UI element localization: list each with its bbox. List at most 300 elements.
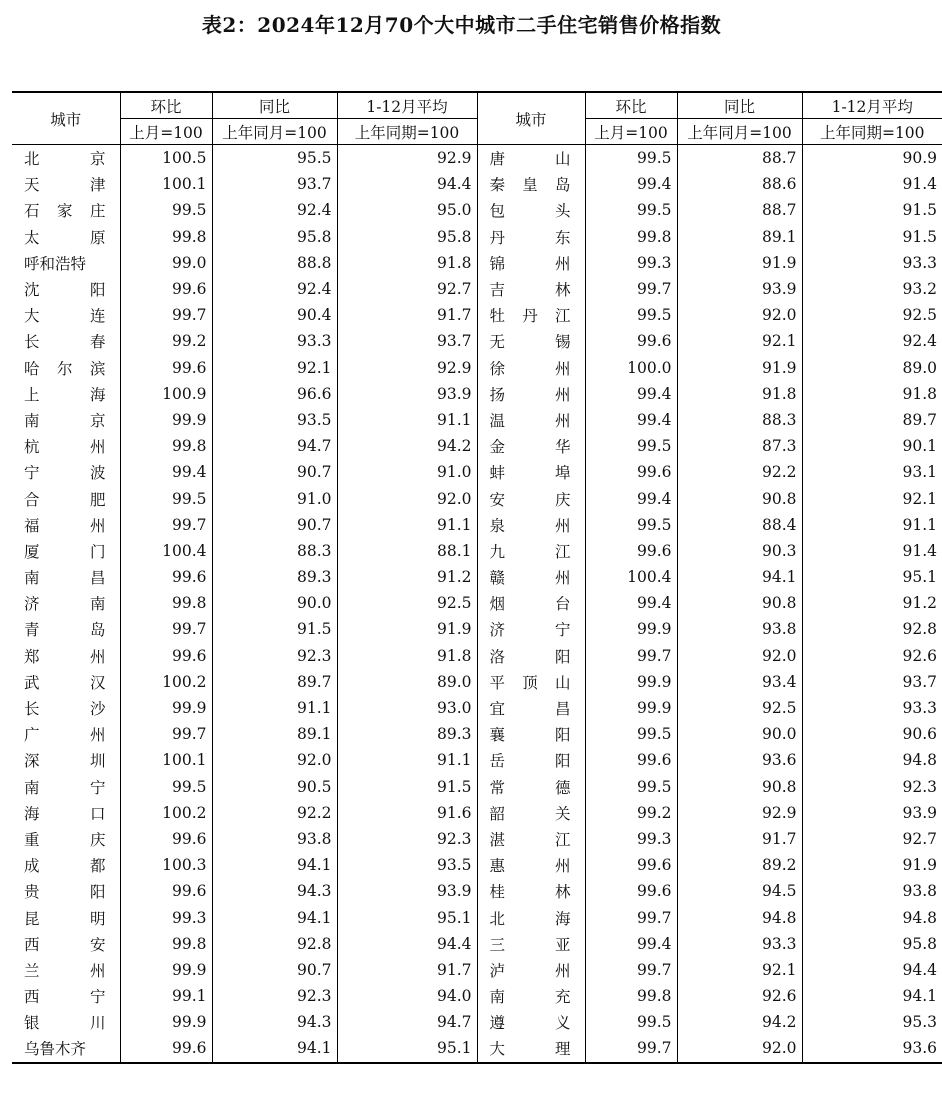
city-char: 洛 [489,647,506,666]
city-name [24,749,106,771]
mom-cell: 100.1 [120,171,212,197]
city-name [24,697,106,719]
table-row [12,512,942,538]
city-name [24,540,106,562]
mom-cell: 99.3 [585,250,677,276]
avg-cell: 91.1 [337,407,477,433]
table-row [12,721,942,747]
table-row [12,852,942,878]
city-char: 台 [554,595,571,614]
yoy-cell: 93.5 [212,407,337,433]
city-char: 京 [89,150,106,169]
city-char: 韶 [489,804,506,823]
city-cell [12,145,120,172]
avg-cell: 94.2 [337,433,477,459]
city-char: 大 [24,307,40,326]
yoy-cell: 92.1 [677,957,802,983]
city-cell [477,538,585,564]
mom-cell: 99.7 [585,1035,677,1062]
city-cell [477,328,585,354]
table-title: 表2：2024年12月70个大中城市二手住宅销售价格指数 [201,13,722,37]
city-cell [12,171,120,197]
city-char: 阳 [89,281,106,300]
city-cell [12,774,120,800]
avg-cell: 93.3 [902,699,937,718]
yoy-base-right: 上年同月=100 [677,119,802,145]
city-char: 波 [89,464,106,483]
city-name [490,435,571,457]
avg-cell: 95.0 [337,197,477,223]
avg-cell: 91.5 [902,201,937,220]
city-char: 州 [89,438,106,457]
avg-cell: 91.8 [337,643,477,669]
yoy-cell: 92.1 [212,355,337,381]
table-row [12,538,942,564]
city-cell [477,931,585,957]
yoy-cell: 94.3 [212,1009,337,1035]
city-name [24,514,106,536]
table-row [12,355,942,381]
city-name [24,461,106,483]
mom-cell: 99.6 [120,355,212,381]
yoy-cell: 92.3 [212,983,337,1009]
table-row [12,328,942,354]
city-name [24,409,106,431]
table-row [12,433,942,459]
mom-cell: 99.4 [585,407,677,433]
avg-cell: 92.3 [337,826,477,852]
city-cell [12,328,120,354]
city-cell [477,590,585,616]
mom-cell: 99.7 [585,904,677,930]
avg-cell: 91.1 [337,747,477,773]
mom-cell: 99.5 [120,197,212,223]
city-name [490,933,571,955]
yoy-header-right: 同比 [677,92,802,119]
city-char: 惠 [489,857,506,876]
yoy-cell: 94.7 [212,433,337,459]
avg-cell: 92.8 [902,620,937,639]
city-name [490,252,571,274]
city-char: 京 [89,411,106,430]
city-name [490,828,571,850]
city-char: 成 [24,857,40,876]
city-char: 尔 [56,359,73,378]
city-char: 江 [554,542,571,561]
avg-cell: 93.5 [337,852,477,878]
price-index-table-container [12,91,937,1064]
city-char: 海 [24,804,40,823]
avg-cell: 91.1 [337,512,477,538]
yoy-cell: 91.7 [677,826,802,852]
avg-cell: 91.7 [337,302,477,328]
mom-cell: 99.6 [120,878,212,904]
city-cell [477,616,585,642]
table-row [12,983,942,1009]
city-char: 州 [554,961,571,980]
city-char: 阳 [89,883,106,902]
yoy-cell: 92.5 [677,695,802,721]
table-row [12,643,942,669]
city-char: 州 [554,857,571,876]
city-char: 德 [554,778,571,797]
yoy-cell: 90.8 [677,590,802,616]
city-char: 襄 [489,726,506,745]
mom-cell: 99.5 [120,774,212,800]
city-char: 南 [489,988,506,1007]
avg-cell: 95.8 [337,224,477,250]
city-char: 原 [89,228,106,247]
city-char: 杭 [24,438,40,457]
mom-cell: 99.8 [120,224,212,250]
city-cell [12,695,120,721]
avg-cell: 93.1 [902,463,937,482]
yoy-cell: 93.8 [212,826,337,852]
city-cell [477,145,585,172]
yoy-cell: 88.8 [212,250,337,276]
avg-cell: 95.1 [337,904,477,930]
table-row [12,616,942,642]
mom-cell: 99.6 [585,538,677,564]
city-char: 口 [89,804,106,823]
yoy-cell: 88.7 [677,145,802,172]
avg-cell: 92.9 [337,355,477,381]
city-name [490,461,571,483]
city-char: 秦 [489,176,506,195]
city-char: 平 [489,673,506,692]
avg-cell: 93.8 [902,882,937,901]
city-header-left: 城市 [12,92,120,145]
city-char: 山 [554,673,571,692]
mom-cell: 100.9 [120,381,212,407]
city-char: 林 [554,281,571,300]
yoy-cell: 90.0 [212,590,337,616]
city-cell [12,224,120,250]
city-cell [12,407,120,433]
table-row [12,276,942,302]
mom-cell: 99.1 [120,983,212,1009]
avg-cell: 92.4 [902,332,937,351]
avg-cell: 93.9 [337,381,477,407]
table-row [12,669,942,695]
mom-cell: 99.4 [585,931,677,957]
city-cell [12,1009,120,1035]
city-cell [12,512,120,538]
city-char: 理 [554,1040,571,1059]
table-row [12,381,942,407]
city-char: 埠 [554,464,571,483]
avg-cell: 91.9 [902,856,937,875]
city-char: 上 [24,385,40,404]
table-row [12,145,942,172]
table-row [12,224,942,250]
city-name [490,854,571,876]
table-row [12,250,942,276]
city-cell [12,197,120,223]
city-name [24,1011,106,1033]
mom-cell: 99.7 [120,616,212,642]
city-cell [12,747,120,773]
city-cell [477,643,585,669]
city-char: 南 [89,595,106,614]
city-char: 泉 [489,516,506,535]
city-char: 郑 [24,647,40,666]
yoy-cell: 92.2 [677,459,802,485]
city-char: 肥 [89,490,106,509]
yoy-cell: 89.7 [212,669,337,695]
yoy-cell: 92.2 [212,800,337,826]
avg-cell: 94.8 [902,908,937,927]
city-char: 泸 [489,961,506,980]
avg-cell: 93.9 [902,803,937,822]
avg-cell: 92.9 [337,145,477,172]
mom-cell: 99.8 [120,590,212,616]
yoy-cell: 95.5 [212,145,337,172]
city-name [490,357,571,379]
mom-cell: 99.9 [585,616,677,642]
city-header-right: 城市 [477,92,585,145]
mom-base-left: 上月=100 [120,119,212,145]
city-char: 金 [489,438,506,457]
avg-cell: 91.6 [337,800,477,826]
mom-cell: 100.2 [120,800,212,826]
yoy-cell: 91.8 [677,381,802,407]
mom-cell: 99.8 [120,931,212,957]
mom-cell: 99.4 [585,171,677,197]
city-char: 宁 [89,988,106,1007]
city-name [490,173,571,195]
city-char: 扬 [489,385,506,404]
avg-base-right: 上年同期=100 [802,119,942,145]
city-char: 合 [24,490,40,509]
city-char: 唐 [489,150,506,169]
mom-cell: 99.4 [585,590,677,616]
city-cell [477,276,585,302]
mom-cell: 100.2 [120,669,212,695]
mom-cell: 99.5 [120,485,212,511]
table-row [12,800,942,826]
city-char: 庆 [89,830,106,849]
city-char: 贵 [24,883,40,902]
city-char: 湛 [489,830,506,849]
city-name [490,697,571,719]
city-char: 昌 [554,700,571,719]
city-char: 南 [24,778,40,797]
avg-cell: 94.1 [902,987,937,1006]
city-name [490,304,571,326]
city-name [24,828,106,850]
yoy-cell: 92.0 [677,1035,802,1062]
avg-cell: 90.6 [902,725,937,744]
yoy-cell: 87.3 [677,433,802,459]
city-cell [477,957,585,983]
table-row [12,957,942,983]
yoy-cell: 88.3 [677,407,802,433]
city-name [24,199,106,221]
city-cell [12,878,120,904]
city-cell [12,538,120,564]
city-char: 滨 [89,359,106,378]
city-name [24,592,106,614]
yoy-cell: 90.8 [677,774,802,800]
city-char: 宁 [24,464,40,483]
yoy-cell: 94.8 [677,904,802,930]
yoy-cell: 93.3 [677,931,802,957]
city-char: 春 [89,333,106,352]
mom-cell: 99.4 [585,381,677,407]
city-char: 长 [24,333,40,352]
city-char: 兰 [24,961,40,980]
yoy-cell: 90.4 [212,302,337,328]
city-char: 汉 [89,673,106,692]
city-cell [12,459,120,485]
yoy-cell: 90.7 [212,459,337,485]
city-name [24,959,106,981]
yoy-cell: 91.9 [677,355,802,381]
yoy-cell: 90.7 [212,512,337,538]
city-name [490,1011,571,1033]
city-char: 天 [24,176,40,195]
table-row [12,459,942,485]
mom-cell: 99.9 [120,695,212,721]
city-name [24,278,106,300]
avg-header-right: 1-12月平均 [802,92,942,119]
mom-cell: 99.4 [585,485,677,511]
city-char: 遵 [489,1014,506,1033]
city-cell [477,381,585,407]
city-char: 烟 [489,595,506,614]
city-cell [12,564,120,590]
city-char: 青 [24,621,40,640]
mom-cell: 99.6 [120,276,212,302]
city-char: 阳 [554,647,571,666]
table-row [12,826,942,852]
city-name [490,671,571,693]
city-cell [477,826,585,852]
city-name [490,383,571,405]
avg-header-left: 1-12月平均 [337,92,477,119]
city-name [24,802,106,824]
city-char: 蚌 [489,464,506,483]
table-header [12,92,942,145]
mom-cell: 100.3 [120,852,212,878]
city-char: 福 [24,516,40,535]
yoy-cell: 94.1 [212,1035,337,1062]
yoy-cell: 92.0 [212,747,337,773]
mom-cell: 100.5 [120,145,212,172]
mom-cell: 99.9 [120,1009,212,1035]
city-cell [12,826,120,852]
mom-cell: 99.6 [585,747,677,773]
city-char: 广 [24,726,40,745]
city-name [24,357,106,379]
city-char: 川 [89,1014,106,1033]
city-char: 北 [489,909,506,928]
yoy-cell: 92.4 [212,197,337,223]
yoy-cell: 91.0 [212,485,337,511]
city-char: 东 [554,228,571,247]
yoy-base-left: 上年同月=100 [212,119,337,145]
yoy-cell: 88.4 [677,512,802,538]
city-char: 常 [489,778,506,797]
yoy-cell: 91.5 [212,616,337,642]
table-row [12,590,942,616]
avg-cell: 92.5 [337,590,477,616]
city-char: 包 [489,202,506,221]
avg-cell: 95.8 [902,934,937,953]
yoy-cell: 92.0 [677,302,802,328]
city-char: 州 [89,516,106,535]
mom-cell: 99.7 [120,721,212,747]
city-cell [477,224,585,250]
city-name [24,985,106,1007]
yoy-cell: 92.1 [677,328,802,354]
avg-cell: 92.7 [337,276,477,302]
city-name [24,618,106,640]
city-char: 明 [89,909,106,928]
city-name [490,618,571,640]
yoy-cell: 94.3 [212,878,337,904]
city-char: 锡 [554,333,571,352]
mom-cell: 99.7 [120,512,212,538]
mom-cell: 99.9 [585,695,677,721]
city-cell [477,407,585,433]
yoy-cell: 90.3 [677,538,802,564]
mom-cell: 99.6 [120,643,212,669]
city-cell [477,512,585,538]
mom-cell: 99.5 [585,433,677,459]
city-char: 长 [24,700,40,719]
city-name [24,907,106,929]
city-char: 宁 [89,778,106,797]
table-row [12,747,942,773]
city-char: 庆 [554,490,571,509]
city-char: 庄 [89,202,106,221]
avg-cell: 93.3 [902,253,937,272]
city-name [490,147,571,169]
city-name [24,173,106,195]
avg-cell: 92.7 [902,829,937,848]
avg-cell: 91.2 [902,594,937,613]
city-cell [12,381,120,407]
yoy-cell: 94.2 [677,1009,802,1035]
city-char: 家 [56,202,73,221]
mom-cell: 100.0 [585,355,677,381]
city-char: 圳 [89,752,106,771]
city-cell [477,983,585,1009]
city-cell [477,355,585,381]
mom-cell: 99.5 [585,774,677,800]
mom-cell: 100.4 [120,538,212,564]
city-cell [12,721,120,747]
avg-cell: 91.5 [902,227,937,246]
city-char: 津 [89,176,106,195]
city-char: 州 [554,359,571,378]
city-cell [477,485,585,511]
city-char: 无 [489,333,506,352]
mom-cell: 99.2 [120,328,212,354]
city-name [24,435,106,457]
avg-cell: 95.1 [337,1035,477,1062]
table-row [12,904,942,930]
city-name: 乌鲁木齐 [24,1040,87,1059]
city-cell [477,459,585,485]
city-cell [12,800,120,826]
city-char: 州 [554,385,571,404]
city-char: 安 [489,490,506,509]
yoy-cell: 93.3 [212,328,337,354]
yoy-cell: 88.7 [677,197,802,223]
